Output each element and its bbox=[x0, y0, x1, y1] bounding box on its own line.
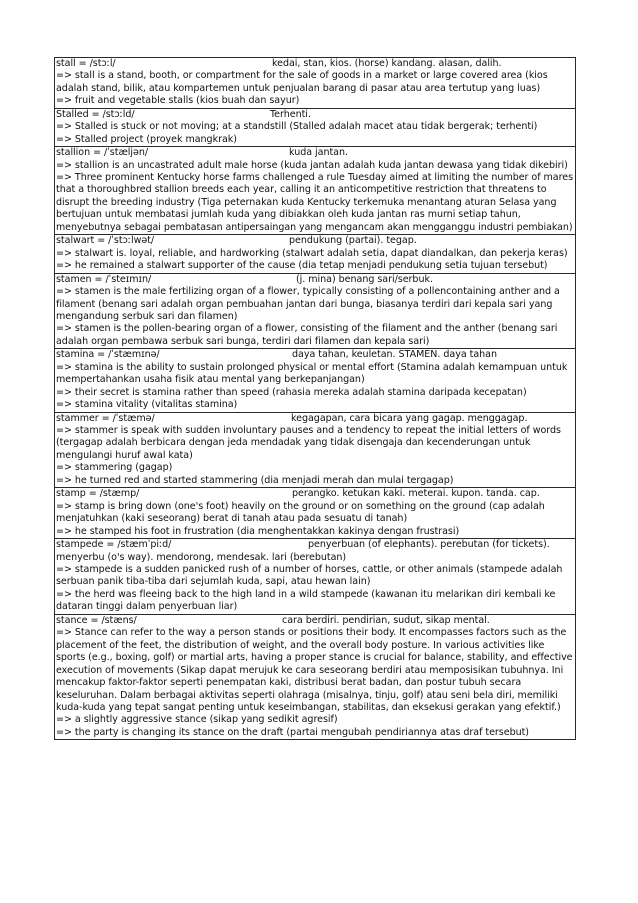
entry-stallion bbox=[54, 146, 576, 234]
entry-head bbox=[56, 235, 573, 247]
entry-line: kuda-kuda yang tepat sangat penting untuk keseimbangan, stabilitas, dan eksekusi gerakan yang efektif.) bbox=[56, 701, 561, 713]
entry-gloss: kedai, stan, kios. (horse) kandang. alasan, dalih. bbox=[272, 58, 502, 69]
entry-line: sports (e.g., boxing, golf) or martial arts, having a proper stance is crucial for balance, stability, and effective bbox=[56, 652, 573, 664]
entry-gloss: daya tahan, keuletan. STAMEN. daya tahan bbox=[292, 349, 497, 361]
entry-stammer bbox=[54, 412, 576, 488]
entry-line: => stampede is a sudden panicked rush of a number of horses, cattle, or other animals (stampede adalah bbox=[56, 563, 563, 575]
entry-line: => stall is a stand, booth, or compartment for the sale of goods in a market or large covered area (kios bbox=[56, 70, 548, 82]
entry-term: stalwart = /ˈstɔːlwət/ bbox=[56, 235, 155, 247]
entry-head bbox=[56, 413, 573, 425]
entry-gloss: pendukung (partai). tegap. bbox=[289, 235, 417, 247]
entry-stance bbox=[54, 614, 576, 741]
entry-head bbox=[56, 349, 573, 361]
entry-term: stampede = /stæmˈpiːd/ bbox=[56, 539, 172, 551]
entry-line: serbuan panik tiba-tiba dari sejumlah kuda, sapi, atau hewan lain) bbox=[56, 576, 371, 588]
entry-stalwart bbox=[54, 234, 576, 272]
entry-line: => the herd was fleeing back to the high land in a wild stampede (kawanan itu melarikan diri kembali ke bbox=[56, 588, 556, 600]
entry-gloss: perangko. ketukan kaki. meterai. kupon. tanda. cap. bbox=[292, 488, 540, 500]
entry-line: menyebutnya sebagai pembatasan antipersaingan yang mengancam akan mengganggu industri pembiakan) bbox=[56, 221, 573, 233]
entry-line: (tergagap adalah berbicara dengan jeda mendadak yang tidak disengaja dan kecenderungan untuk bbox=[56, 437, 531, 449]
entry-line: => their secret is stamina rather than speed (rahasia mereka adalah stamina daripada kecepatan) bbox=[56, 386, 527, 398]
entry-gloss: cara berdiri. pendirian, sudut, sikap mental. bbox=[282, 614, 490, 626]
entry-line: mengulangi huruf awal kata) bbox=[56, 449, 193, 461]
entry-gloss: kuda jantan. bbox=[289, 147, 348, 159]
entry-line: dataran tinggi dalam penyerbuan liar) bbox=[56, 601, 238, 613]
entry-line: execution of movements (Sikap dapat merujuk ke cara seseorang berdiri atau memposisikan tubuhnya. Ini bbox=[56, 664, 564, 676]
entry-head bbox=[56, 58, 573, 70]
entry-line: that a thoroughbred stallion breeds each year, calling it an anticompetitive restriction that threatens to bbox=[56, 184, 547, 196]
entry-line: => he remained a stalwart supporter of the cause (dia tetap menjadi pendukung setia tujuan tersebut) bbox=[56, 260, 548, 272]
entry-line: => stallion is an uncastrated adult male horse (kuda jantan adalah kuda jantan dewasa yang tidak dikebiri) bbox=[56, 159, 568, 171]
entry-term: stammer = /ˈstæmə/ bbox=[56, 412, 155, 424]
entry-term: stance = /stæns/ bbox=[56, 614, 137, 626]
entry-head bbox=[56, 539, 573, 551]
entry-line: => stamina is the ability to sustain prolonged physical or mental effort (Stamina adalah kemampuan untuk bbox=[56, 361, 568, 373]
entry-line: menyerbu (o's way). mendorong, mendesak. lari (berebutan) bbox=[56, 551, 347, 563]
entry-line: => stammer is speak with sudden involuntary pauses and a tendency to repeat the initial letters of words bbox=[56, 425, 561, 437]
entry-term: stallion = /ˈstæljən/ bbox=[56, 147, 149, 159]
entry-head bbox=[56, 615, 573, 627]
entry-line: => stamp is bring down (one's foot) heavily on the ground or on something on the ground (cap adalah bbox=[56, 500, 545, 512]
entry-stamen bbox=[54, 273, 576, 349]
entry-gloss: penyerbuan (of elephants). perebutan (for tickets). bbox=[308, 539, 550, 551]
entry-line: mengandung serbuk sari dan filamen) bbox=[56, 310, 238, 322]
entry-head bbox=[56, 274, 573, 286]
entry-term: stamen = /ˈsteɪmɪn/ bbox=[56, 273, 152, 285]
entry-head bbox=[56, 147, 573, 159]
entry-line: disrupt the breeding industry (Tiga peternakan kuda Kentucky terkemuka menantang aturan Selasa yang bbox=[56, 196, 557, 208]
entry-line: => a slightly aggressive stance (sikap yang sedikit agresif) bbox=[56, 714, 338, 726]
entry-term: stamina = /ˈstæmɪnə/ bbox=[56, 349, 160, 361]
entry-stampede bbox=[54, 538, 576, 614]
entry-line: => he turned red and started stammering (dia menjadi merah dan mulai tergagap) bbox=[56, 474, 454, 486]
entry-line: keseluruhan. Dalam berbagai aktivitas seperti olahraga (misalnya, tinju, golf) atau seni bela diri, memiliki bbox=[56, 689, 558, 701]
entry-term: Stalled = /stɔːld/ bbox=[56, 108, 135, 120]
entry-line: filament (benang sari adalah organ pembuahan jantan dari bunga, biasanya terdiri dari kepala sari yang bbox=[56, 298, 553, 310]
entry-line: placement of the feet, the distribution of weight, and the overall body posture. In various activities like bbox=[56, 639, 545, 651]
entry-head bbox=[56, 109, 573, 121]
entry-line: => the party is changing its stance on the draft (partai mengubah pendiriannya atas draf tersebut) bbox=[56, 726, 529, 738]
entry-line: => stammering (gagap) bbox=[56, 462, 173, 474]
entry-gloss: (j. mina) benang sari/serbuk. bbox=[296, 273, 433, 285]
entry-line: => Stalled project (proyek mangkrak) bbox=[56, 133, 237, 145]
entry-line: => stamen is the pollen-bearing organ of a flower, consisting of the filament and the anther (benang sari bbox=[56, 323, 558, 335]
entry-stamp bbox=[54, 487, 576, 538]
entry-line: => Stalled is stuck or not moving; at a standstill (Stalled adalah macet atau tidak bergerak; terhenti) bbox=[56, 121, 538, 133]
entry-gloss: Terhenti. bbox=[270, 108, 311, 120]
entry-gloss: kegagapan, cara bicara yang gagap. menggagap. bbox=[291, 412, 528, 424]
entry-line: mempertahankan usaha fisik atau mental yang berkepanjangan) bbox=[56, 374, 365, 386]
entry-line: adalah stand, bilik, atau kompartemen untuk penjualan barang di pasar atau area tertutup yang luas) bbox=[56, 82, 541, 94]
entry-stalled bbox=[54, 108, 576, 146]
entry-head bbox=[56, 488, 573, 500]
entry-line: => he stamped his foot in frustration (dia menghentakkan kakinya dengan frustrasi) bbox=[56, 525, 460, 537]
entry-line: mencakup faktor-faktor seperti penempatan kaki, distribusi berat badan, dan postur tubuh secara bbox=[56, 677, 522, 689]
entry-line: => Three prominent Kentucky horse farms challenged a rule Tuesday aimed at limiting the number of mares bbox=[56, 172, 573, 184]
entry-term: stall = /stɔːl/ bbox=[56, 58, 116, 69]
entry-line: => fruit and vegetable stalls (kios buah dan sayur) bbox=[56, 95, 300, 107]
entry-term: stamp = /stæmp/ bbox=[56, 488, 140, 500]
entry-line: adalah organ pembawa serbuk sari bunga, terdiri dari filamen dan kepala sari) bbox=[56, 335, 430, 347]
entry-line: => stamen is the male fertilizing organ of a flower, typically consisting of a pollencontaining anther and a bbox=[56, 286, 560, 298]
entry-line: menjatuhkan (kaki seseorang) berat di tanah atau pada sesuatu di tanah) bbox=[56, 513, 408, 525]
entry-line: bertujuan untuk membatasi jumlah kuda yang dibiakkan oleh kuda jantan ras murni setiap tahun, bbox=[56, 209, 521, 221]
entry-line: => stamina vitality (vitalitas stamina) bbox=[56, 399, 238, 411]
entry-line: => Stance can refer to the way a person stands or positions their body. It encompasses factors such as the bbox=[56, 627, 567, 639]
entry-stamina bbox=[54, 348, 576, 411]
entry-stall bbox=[54, 57, 576, 108]
dictionary-page bbox=[54, 57, 576, 740]
entry-line: => stalwart is. loyal, reliable, and hardworking (stalwart adalah setia, dapat diandalkan, dan pekerja keras) bbox=[56, 247, 568, 259]
